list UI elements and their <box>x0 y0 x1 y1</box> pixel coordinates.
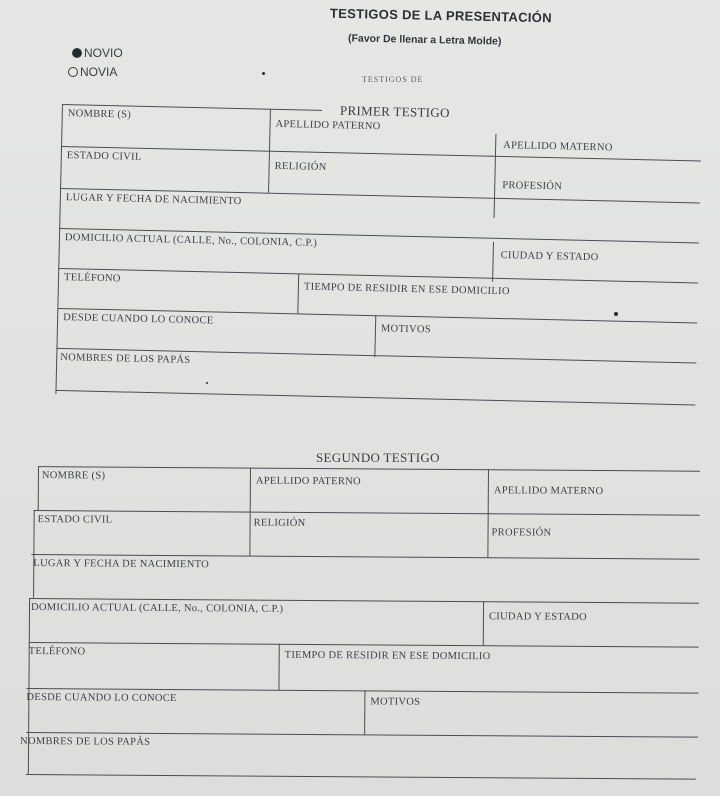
field-estado-civil-1[interactable]: ESTADO CIVIL <box>66 150 142 163</box>
witnesses-of-label: TESTIGOS DE <box>362 75 424 84</box>
field-domicilio-1[interactable]: DOMICILIO ACTUAL (CALLE, No., COLONIA, C.P.) <box>64 232 318 249</box>
field-motivos-1[interactable]: MOTIVOS <box>380 323 432 336</box>
field-telefono-2[interactable]: TELÉFONO <box>28 646 86 658</box>
field-estado-civil-2[interactable]: ESTADO CIVIL <box>37 514 113 526</box>
field-nombre-1[interactable]: NOMBRE (S) <box>67 108 132 121</box>
field-telefono-1[interactable]: TELÉFONO <box>63 272 121 285</box>
first-witness-form <box>55 104 702 428</box>
field-apellido-paterno-1[interactable]: APELLIDO PATERNO <box>275 118 381 133</box>
field-apellido-paterno-2[interactable]: APELLIDO PATERNO <box>255 475 361 488</box>
first-witness-title: PRIMER TESTIGO <box>339 102 450 121</box>
field-apellido-materno-1[interactable]: APELLIDO MATERNO <box>503 140 613 154</box>
field-motivos-2[interactable]: MOTIVOS <box>370 696 421 708</box>
field-profesion-2[interactable]: PROFESIÓN <box>491 527 552 539</box>
field-profesion-1[interactable]: PROFESIÓN <box>502 180 563 193</box>
field-tiempo-residir-1[interactable]: TIEMPO DE RESIDIR EN ESE DOMICILIO <box>303 281 510 298</box>
second-witness-title: SEGUNDO TESTIGO <box>316 450 440 465</box>
field-ciudad-estado-1[interactable]: CIUDAD Y ESTADO <box>500 249 599 264</box>
form-title: TESTIGOS DE LA PRESENTACIÓN <box>329 5 553 26</box>
field-nombres-papas-2[interactable]: NOMBRES DE LOS PAPÁS <box>20 735 151 748</box>
print-speck <box>262 72 265 75</box>
radio-filled-icon[interactable] <box>72 48 82 58</box>
field-nombre-2[interactable]: NOMBRE (S) <box>41 470 106 482</box>
field-lugar-fecha-2[interactable]: LUGAR Y FECHA DE NACIMIENTO <box>33 558 210 571</box>
field-ciudad-estado-2[interactable]: CIUDAD Y ESTADO <box>488 611 587 623</box>
option-novio-label: NOVIO <box>84 46 123 60</box>
second-witness-form <box>20 466 700 783</box>
print-speck <box>614 312 618 316</box>
field-religion-1[interactable]: RELIGIÓN <box>274 160 327 174</box>
field-lugar-fecha-1[interactable]: LUGAR Y FECHA DE NACIMIENTO <box>65 192 242 208</box>
field-apellido-materno-2[interactable]: APELLIDO MATERNO <box>493 485 604 498</box>
field-domicilio-2[interactable]: DOMICILIO ACTUAL (CALLE, No., COLONIA, C.P.) <box>30 602 284 615</box>
option-novia[interactable] <box>68 65 117 79</box>
form-subtitle: (Favor De llenar a Letra Molde) <box>347 32 502 48</box>
field-religion-2[interactable]: RELIGIÓN <box>253 517 306 529</box>
field-desde-cuando-1[interactable]: DESDE CUANDO LO CONOCE <box>63 312 214 327</box>
field-nombres-papas-1[interactable]: NOMBRES DE LOS PAPÁS <box>60 352 191 366</box>
print-speck <box>206 382 208 384</box>
radio-empty-icon[interactable] <box>68 67 78 77</box>
option-novio[interactable] <box>72 46 123 60</box>
option-novia-label: NOVIA <box>80 65 118 79</box>
field-tiempo-residir-2[interactable]: TIEMPO DE RESIDIR EN ESE DOMICILIO <box>284 649 491 663</box>
field-desde-cuando-2[interactable]: DESDE CUANDO LO CONOCE <box>26 691 177 705</box>
